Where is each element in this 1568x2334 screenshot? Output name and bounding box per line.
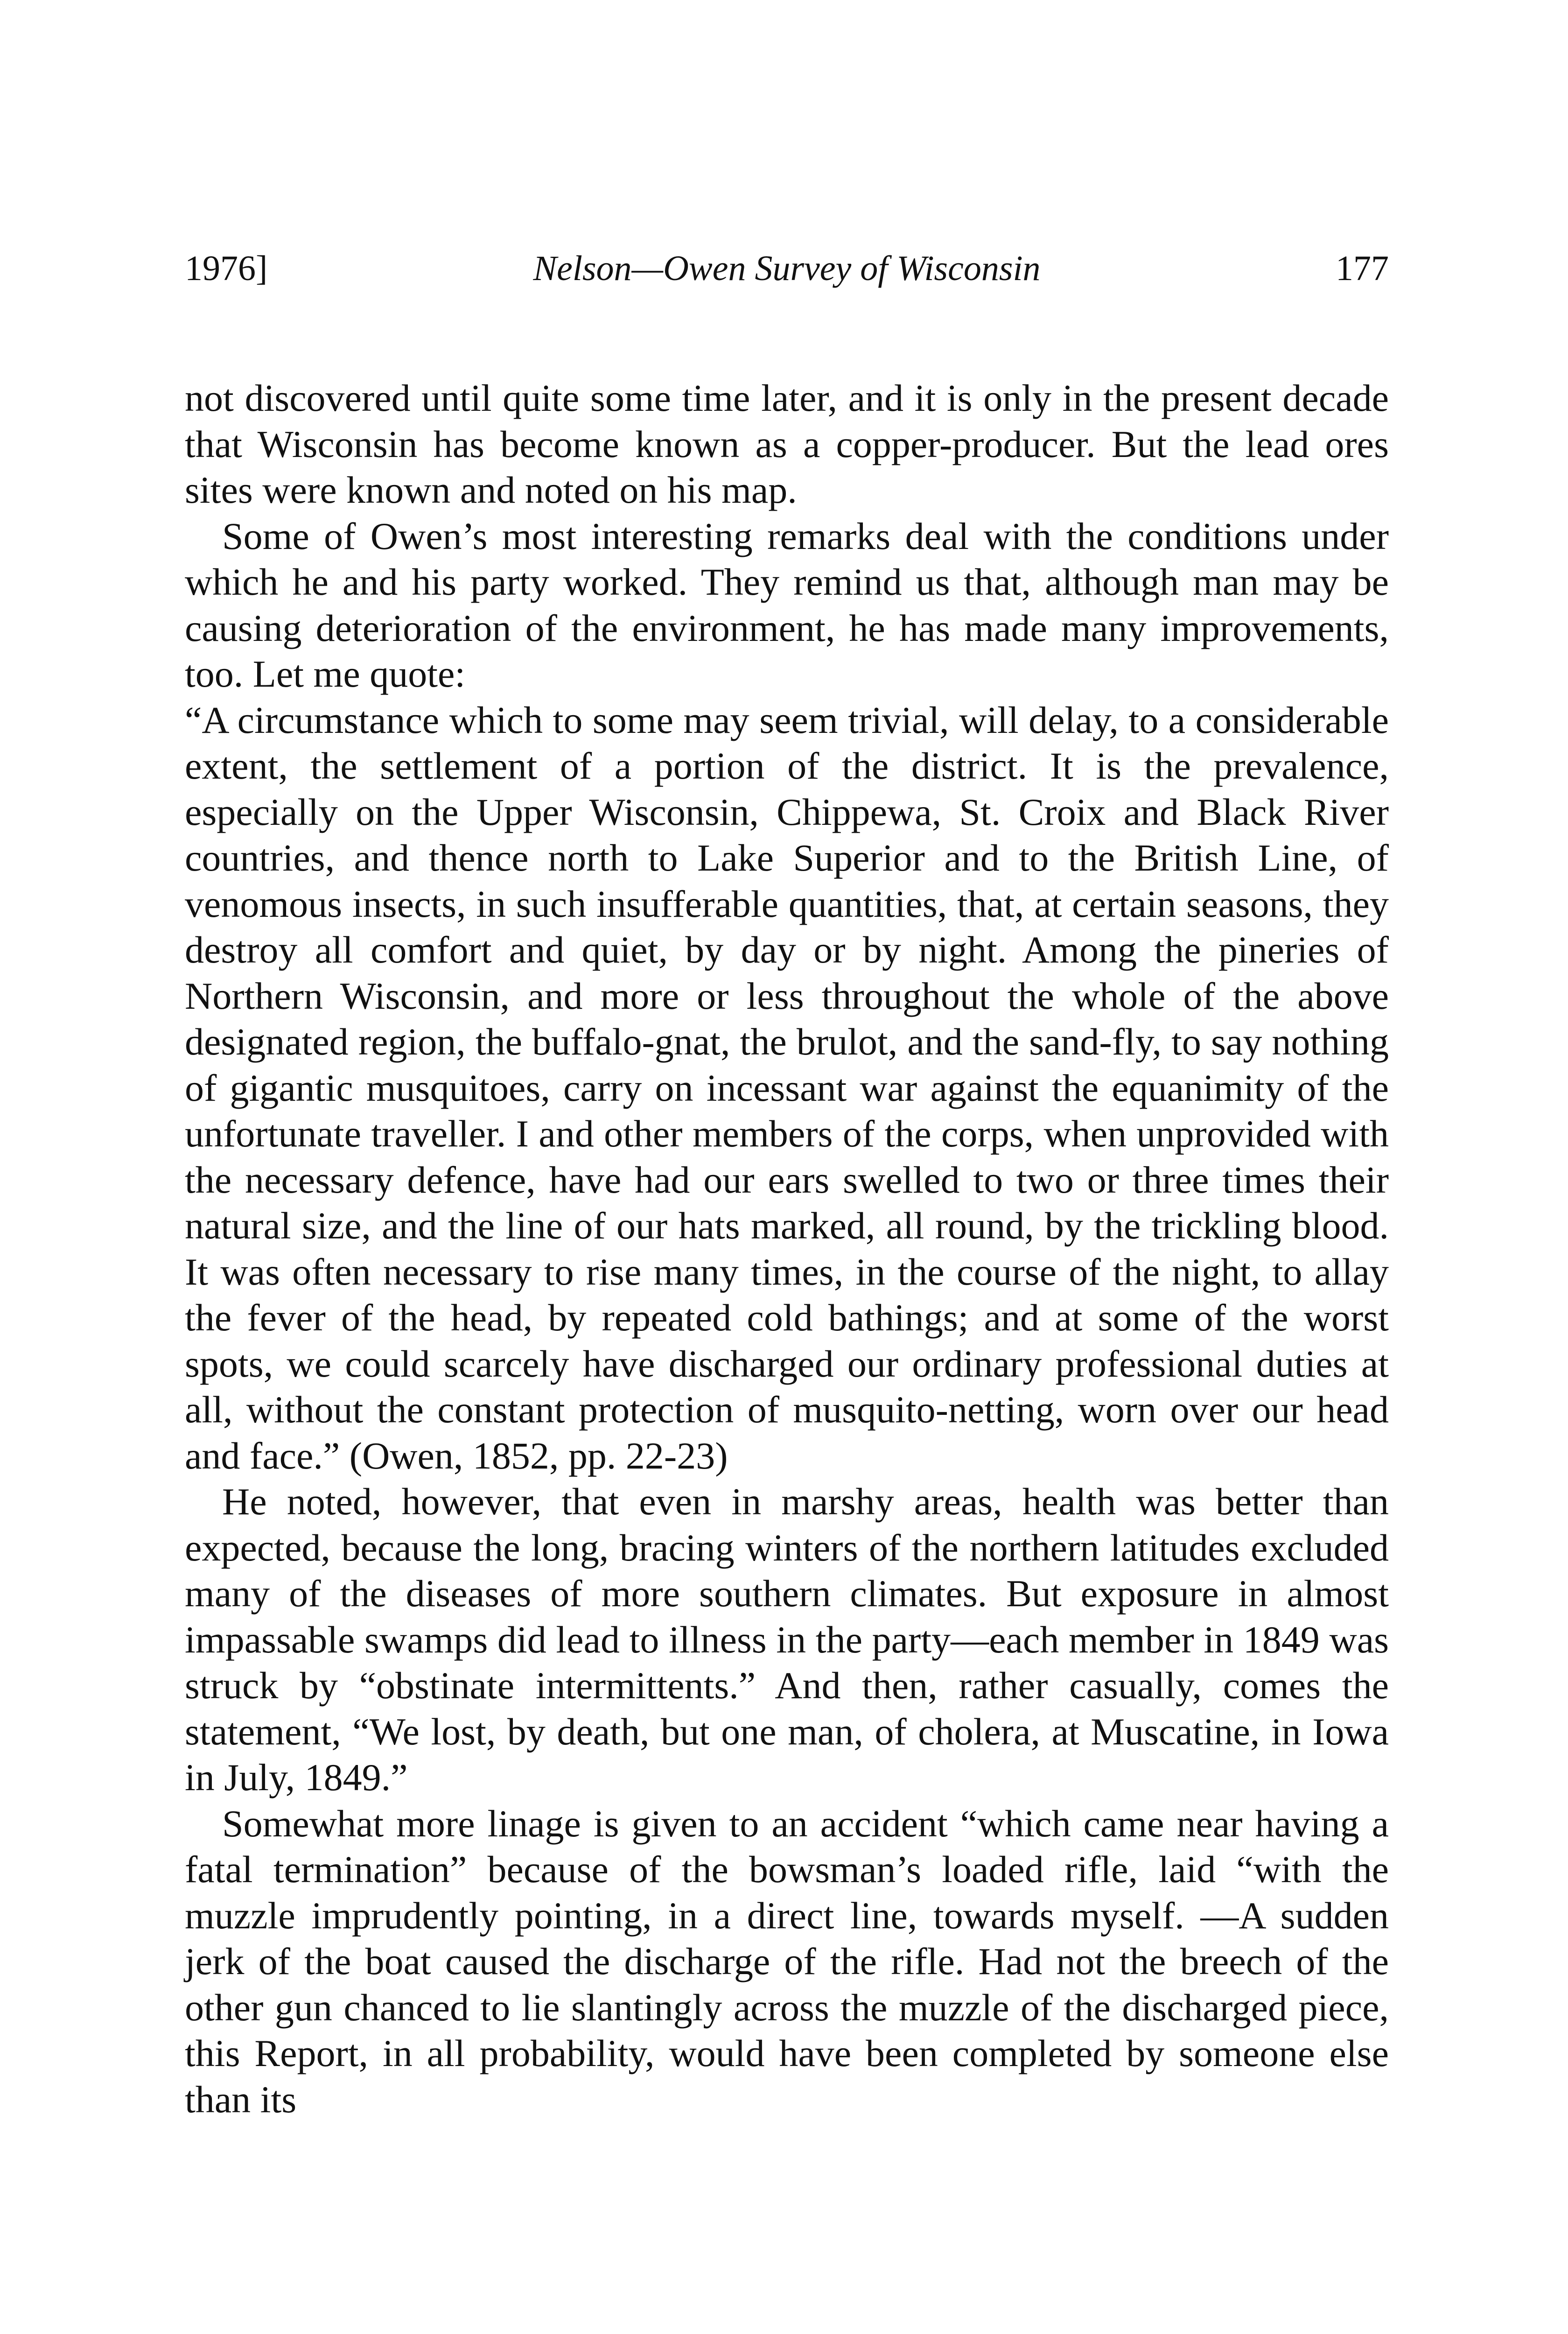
paragraph-health: He noted, however, that even in marshy areas, health was better than expected, because the long, bracing winters of the northern latitudes excluded many of the diseases of more southern climates. But exposure in almost impassable swamps did lead to illness in the party—each member in 1849 was struck by “obstinate intermittents.” And then, rather casually, comes the statement, “We lost, by death, but one man, of cholera, at Muscatine, in Iowa in July, 1849.” — [185, 1480, 1389, 1799]
page-number: 177 — [1336, 249, 1389, 288]
article-title: Nelson—Owen Survey of Wisconsin — [533, 249, 1041, 288]
body-text — [185, 375, 1389, 2123]
paragraph-accident: Somewhat more linage is given to an accident “which came near having a fatal termination” because of the bowsman’s loaded rifle, laid “with the muzzle imprudently pointing, in a direct line, towards myself. —A sudden jerk of the boat caused the discharge of the rifle. Had not the breech of the other gun chanced to lie slantingly across the muzzle of the discharged piece, this Report, in all probability, would have been completed by someone else than its — [185, 1802, 1389, 2121]
running-head — [185, 243, 1389, 294]
volume-year: 1976] — [185, 249, 268, 288]
paragraph-continued: not discovered until quite some time later, and it is only in the present decade that Wisconsin has become known as a copper-producer. But the lead ores sites were known and noted on his map. — [185, 377, 1389, 511]
block-quote-owen: “A circumstance which to some may seem trivial, will delay, to a considerable extent, the settlement of a portion of the district. It is the prevalence, especially on the Upper Wisconsin, Chippewa, St. Croix and Black River countries, and thence north to Lake Superior and to the British Line, of venomous insects, in such insufferable quantities, that, at certain seasons, they destroy all comfort and quiet, by day or by night. Among the pineries of Northern Wisconsin, and more or less throughout the whole of the above designated region, the buffalo-gnat, the brulot, and the sand-fly, to say nothing of gigantic musquitoes, carry on incessant war against the equanimity of the unfortunate traveller. I and other members of the corps, when unprovided with the necessary defence, have had our ears swelled to two or three times their natural size, and the line of our hats marked, all round, by the trickling blood. It was often necessary to rise many times, in the course of the night, to allay the fever of the head, by repeated cold bathings; and at some of the worst spots, we could scarcely have discharged our ordinary professional duties at all, without the constant protection of musquito-netting, worn over our head and face.” (Owen, 1852, pp. 22-23) — [185, 698, 1389, 1477]
paragraph-conditions: Some of Owen’s most interesting remarks deal with the conditions under which he and his party worked. They remind us that, although man may be causing deterioration of the environment, he has made many improvements, too. Let me quote: — [185, 514, 1389, 695]
document-page — [185, 0, 1389, 2334]
